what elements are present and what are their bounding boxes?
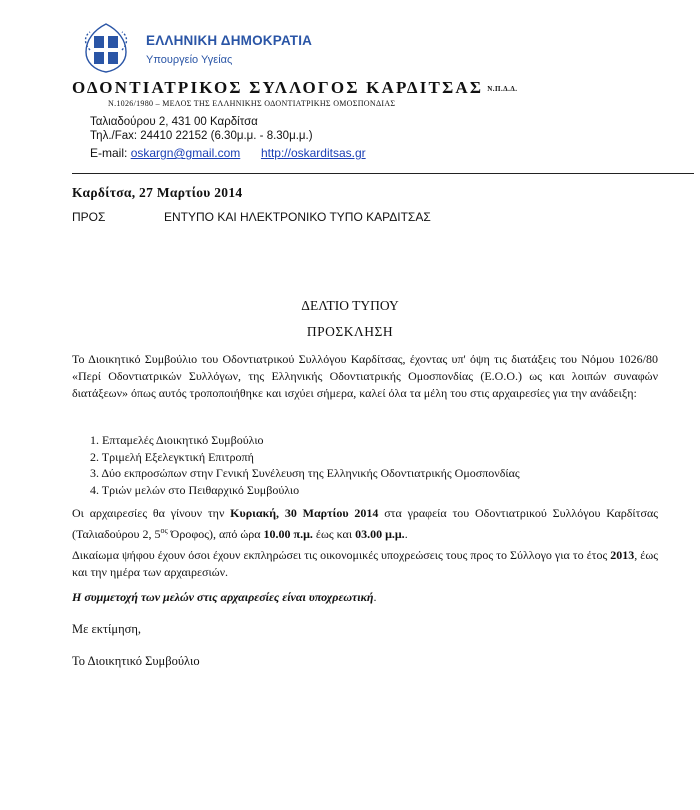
page-title: ΔΕΛΤΙΟ ΤΥΠΟΥ: [301, 298, 399, 313]
dateline: Καρδίτσα, 27 Μαρτίου 2014: [72, 185, 243, 200]
legal-form: Ν.Π.Δ.Δ.: [487, 85, 518, 94]
mandatory-notice: [72, 589, 658, 606]
voting-year: 2013: [610, 548, 635, 562]
recipient-value: ΕΝΤΥΠΟ ΚΑΙ ΗΛΕΚΤΡΟΝΙΚΟ ΤΥΠΟ ΚΑΡΔΙΤΣΑΣ: [164, 210, 431, 224]
law-reference: Ν.1026/1980 – ΜΕΛΟΣ ΤΗΣ ΕΛΛΗΝΙΚΗΣ ΟΔΟΝΤΙΑΤΡΙΚΗΣ ΟΜΟΣΠΟΝΔΙΑΣ: [108, 99, 396, 108]
floor-superscript: ος: [160, 526, 168, 535]
intro-paragraph: Το Διοικητικό Συμβούλιο του Οδοντιατρικού Συλλόγου Καρδίτσας, έχοντας υπ' όψη τις διατάξεις του Νόμου 1026/80 «Περί Οδοντιατρικών Συλλόγων, της Ελληνικής Οδοντιατρικής Ομοσπονδίας (Ε.Ο.Ο.) ως και λοιπών συναφών διατάξεων» όπως αυτός τροποποιήθηκε και ισχύει σήμερα, καλεί όλα τα μέλη του στις αρχαιρεσίες για την ανάδειξη:: [72, 352, 658, 400]
website-link[interactable]: http://oskarditsas.gr: [260, 146, 366, 160]
end-time: 03.00 μ.μ.: [355, 527, 405, 541]
recipient-line: [72, 210, 431, 224]
list-item: 4. Τριών μελών στο Πειθαρχικό Συμβούλιο: [90, 482, 300, 497]
election-day: Κυριακή, 30 Μαρτίου 2014: [230, 506, 379, 520]
page-subtitle: ΠΡΟΣΚΛΗΣΗ: [306, 324, 394, 339]
address-line: Ταλιαδούρου 2, 431 00 Καρδίτσα: [90, 116, 258, 128]
start-time: 10.00 π.μ.: [263, 527, 313, 541]
text-span: Όροφος), από ώρα: [167, 527, 264, 541]
text-span: .: [373, 590, 377, 604]
list-item: 2. Τριμελή Εξελεγκτική Επιτροπή: [90, 449, 254, 464]
recipient-label: ΠΡΟΣ: [72, 210, 106, 224]
organization-name: [72, 78, 517, 98]
text-span: .: [404, 527, 408, 541]
mandatory-text: Η συμμετοχή των μελών στις αρχαιρεσίες είναι υποχρεωτική: [72, 590, 374, 604]
signature: Το Διοικητικό Συμβούλιο: [72, 654, 200, 668]
text-span: Οι αρχαιρεσίες θα γίνουν την: [72, 506, 231, 520]
list-item: 1. Επταμελές Διοικητικό Συμβούλιο: [90, 433, 264, 447]
republic-label: ΕΛΛΗΝΙΚΗ ΔΗΜΟΚΡΑΤΙΑ: [146, 33, 313, 48]
header-divider: [72, 173, 694, 174]
phone-line: Τηλ./Fax: 24410 22152 (6.30μ.μ. - 8.30μ.μ.): [90, 130, 313, 142]
contact-line: [90, 146, 366, 160]
text-span: στα γραφεία του Οδοντιατρικού Συλλόγου Καρδίτσας (Ταλιαδούρου 2, 5: [72, 506, 658, 541]
election-bodies-list: [90, 432, 520, 498]
email-label: E-mail:: [90, 146, 128, 160]
text-span: , έως και την ημέρα των αρχαιρεσιών.: [72, 548, 658, 579]
text-span: Δικαίωμα ψήφου έχουν όσοι έχουν εκπληρώσει τις οικονομικές υποχρεώσεις τους προς το Σύλλογο για το έτος: [72, 548, 611, 562]
greek-coat-of-arms-icon: [78, 20, 134, 76]
text-span: έως και: [312, 527, 356, 541]
closing: Με εκτίμηση,: [72, 622, 142, 636]
ministry-label: Υπουργείο Υγείας: [146, 54, 233, 66]
elections-paragraph: [72, 505, 658, 543]
organization-title: ΟΔΟΝΤΙΑΤΡΙΚΟΣ ΣΥΛΛΟΓΟΣ ΚΑΡΔΙΤΣΑΣ: [72, 78, 484, 97]
email-link[interactable]: oskargn@gmail.com: [130, 146, 241, 160]
list-item: 3. Δύο εκπροσώπων στην Γενική Συνέλευση της Ελληνικής Οδοντιατρικής Ομοσπονδίας: [90, 466, 520, 480]
voting-paragraph: [72, 547, 658, 581]
